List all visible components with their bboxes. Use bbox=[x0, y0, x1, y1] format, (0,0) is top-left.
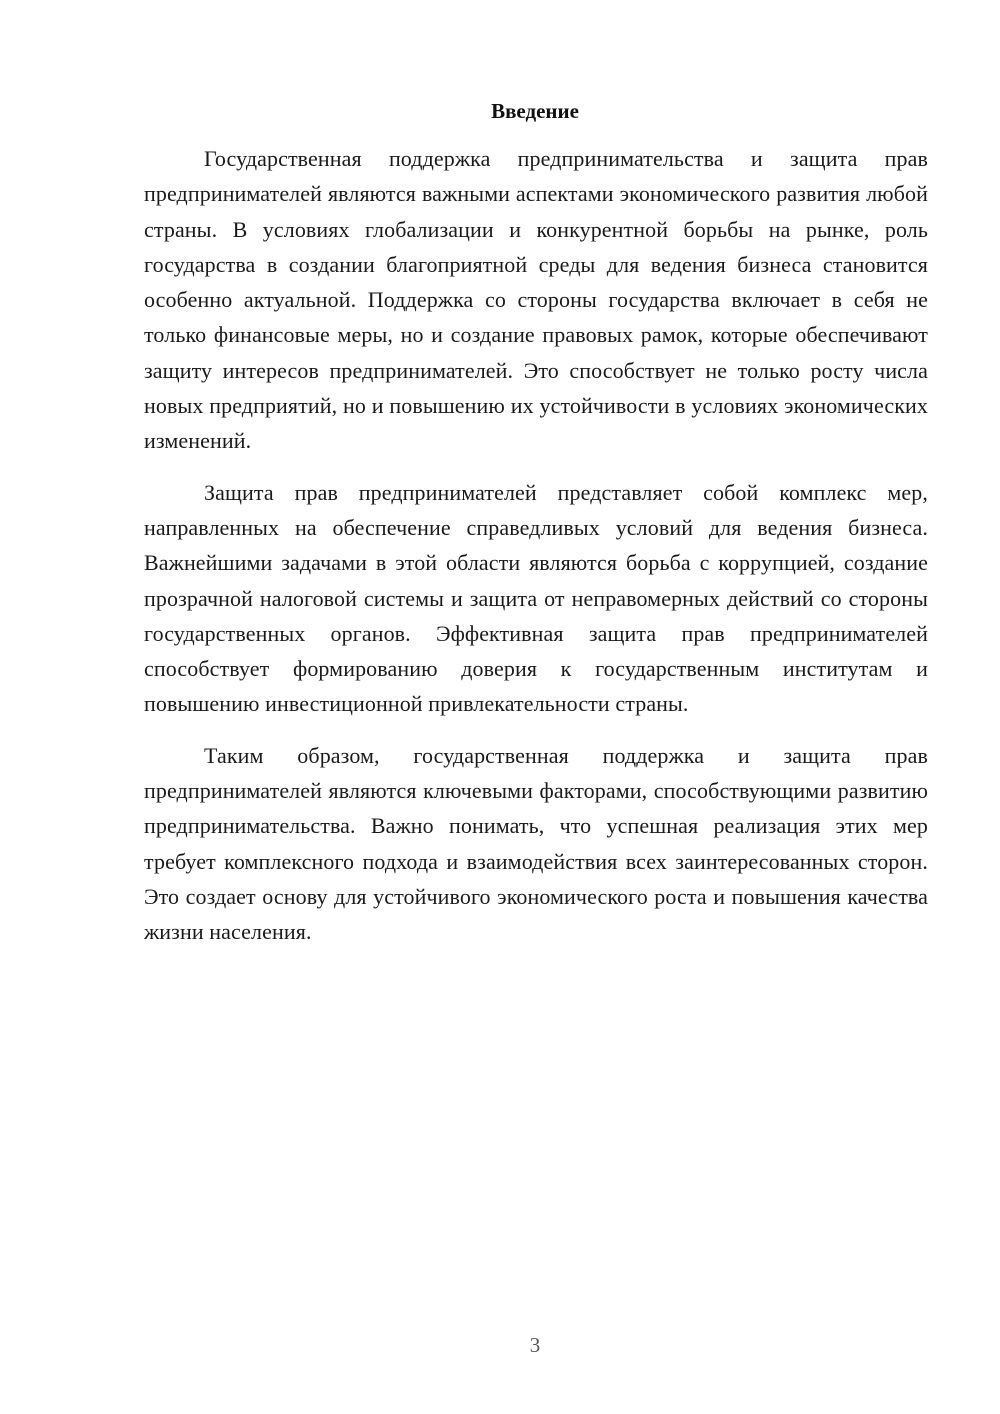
page-number: 3 bbox=[529, 1333, 541, 1357]
body-text bbox=[144, 141, 928, 966]
paragraph-1: Государственная поддержка предпринимательства и защита прав предпринимателей являются важными аспектами экономического развития любой страны. В условиях глобализации и конкурентной борьбы на рынке, роль государства в создании благоприятной среды для ведения бизнеса становится особенно актуальной. Поддержка со стороны государства включает в себя не только финансовые меры, но и создание правовых рамок, которые обеспечивают защиту интересов предпринимателей. Это способствует не только росту числа новых предприятий, но и повышению их устойчивости в условиях экономических изменений. bbox=[144, 146, 928, 454]
section-title: Введение bbox=[491, 99, 579, 123]
paragraph-3: Таким образом, государственная поддержка и защита прав предпринимателей являются ключевыми факторами, способствующими развитию предпринимательства. Важно понимать, что успешная реализация этих мер требует комплексного подхода и взаимодействия всех заинтересованных сторон. Это создает основу для устойчивого экономического роста и повышения качества жизни населения. bbox=[144, 742, 928, 945]
paragraph-2: Защита прав предпринимателей представляет собой комплекс мер, направленных на обеспечение справедливых условий для ведения бизнеса. Важнейшими задачами в этой области являются борьба с коррупцией, создание прозрачной налоговой системы и защита от неправомерных действий со стороны государственных органов. Эффективная защита прав предпринимателей способствует формированию доверия к государственным институтам и повышению инвестиционной привлекательности страны. bbox=[144, 479, 928, 717]
